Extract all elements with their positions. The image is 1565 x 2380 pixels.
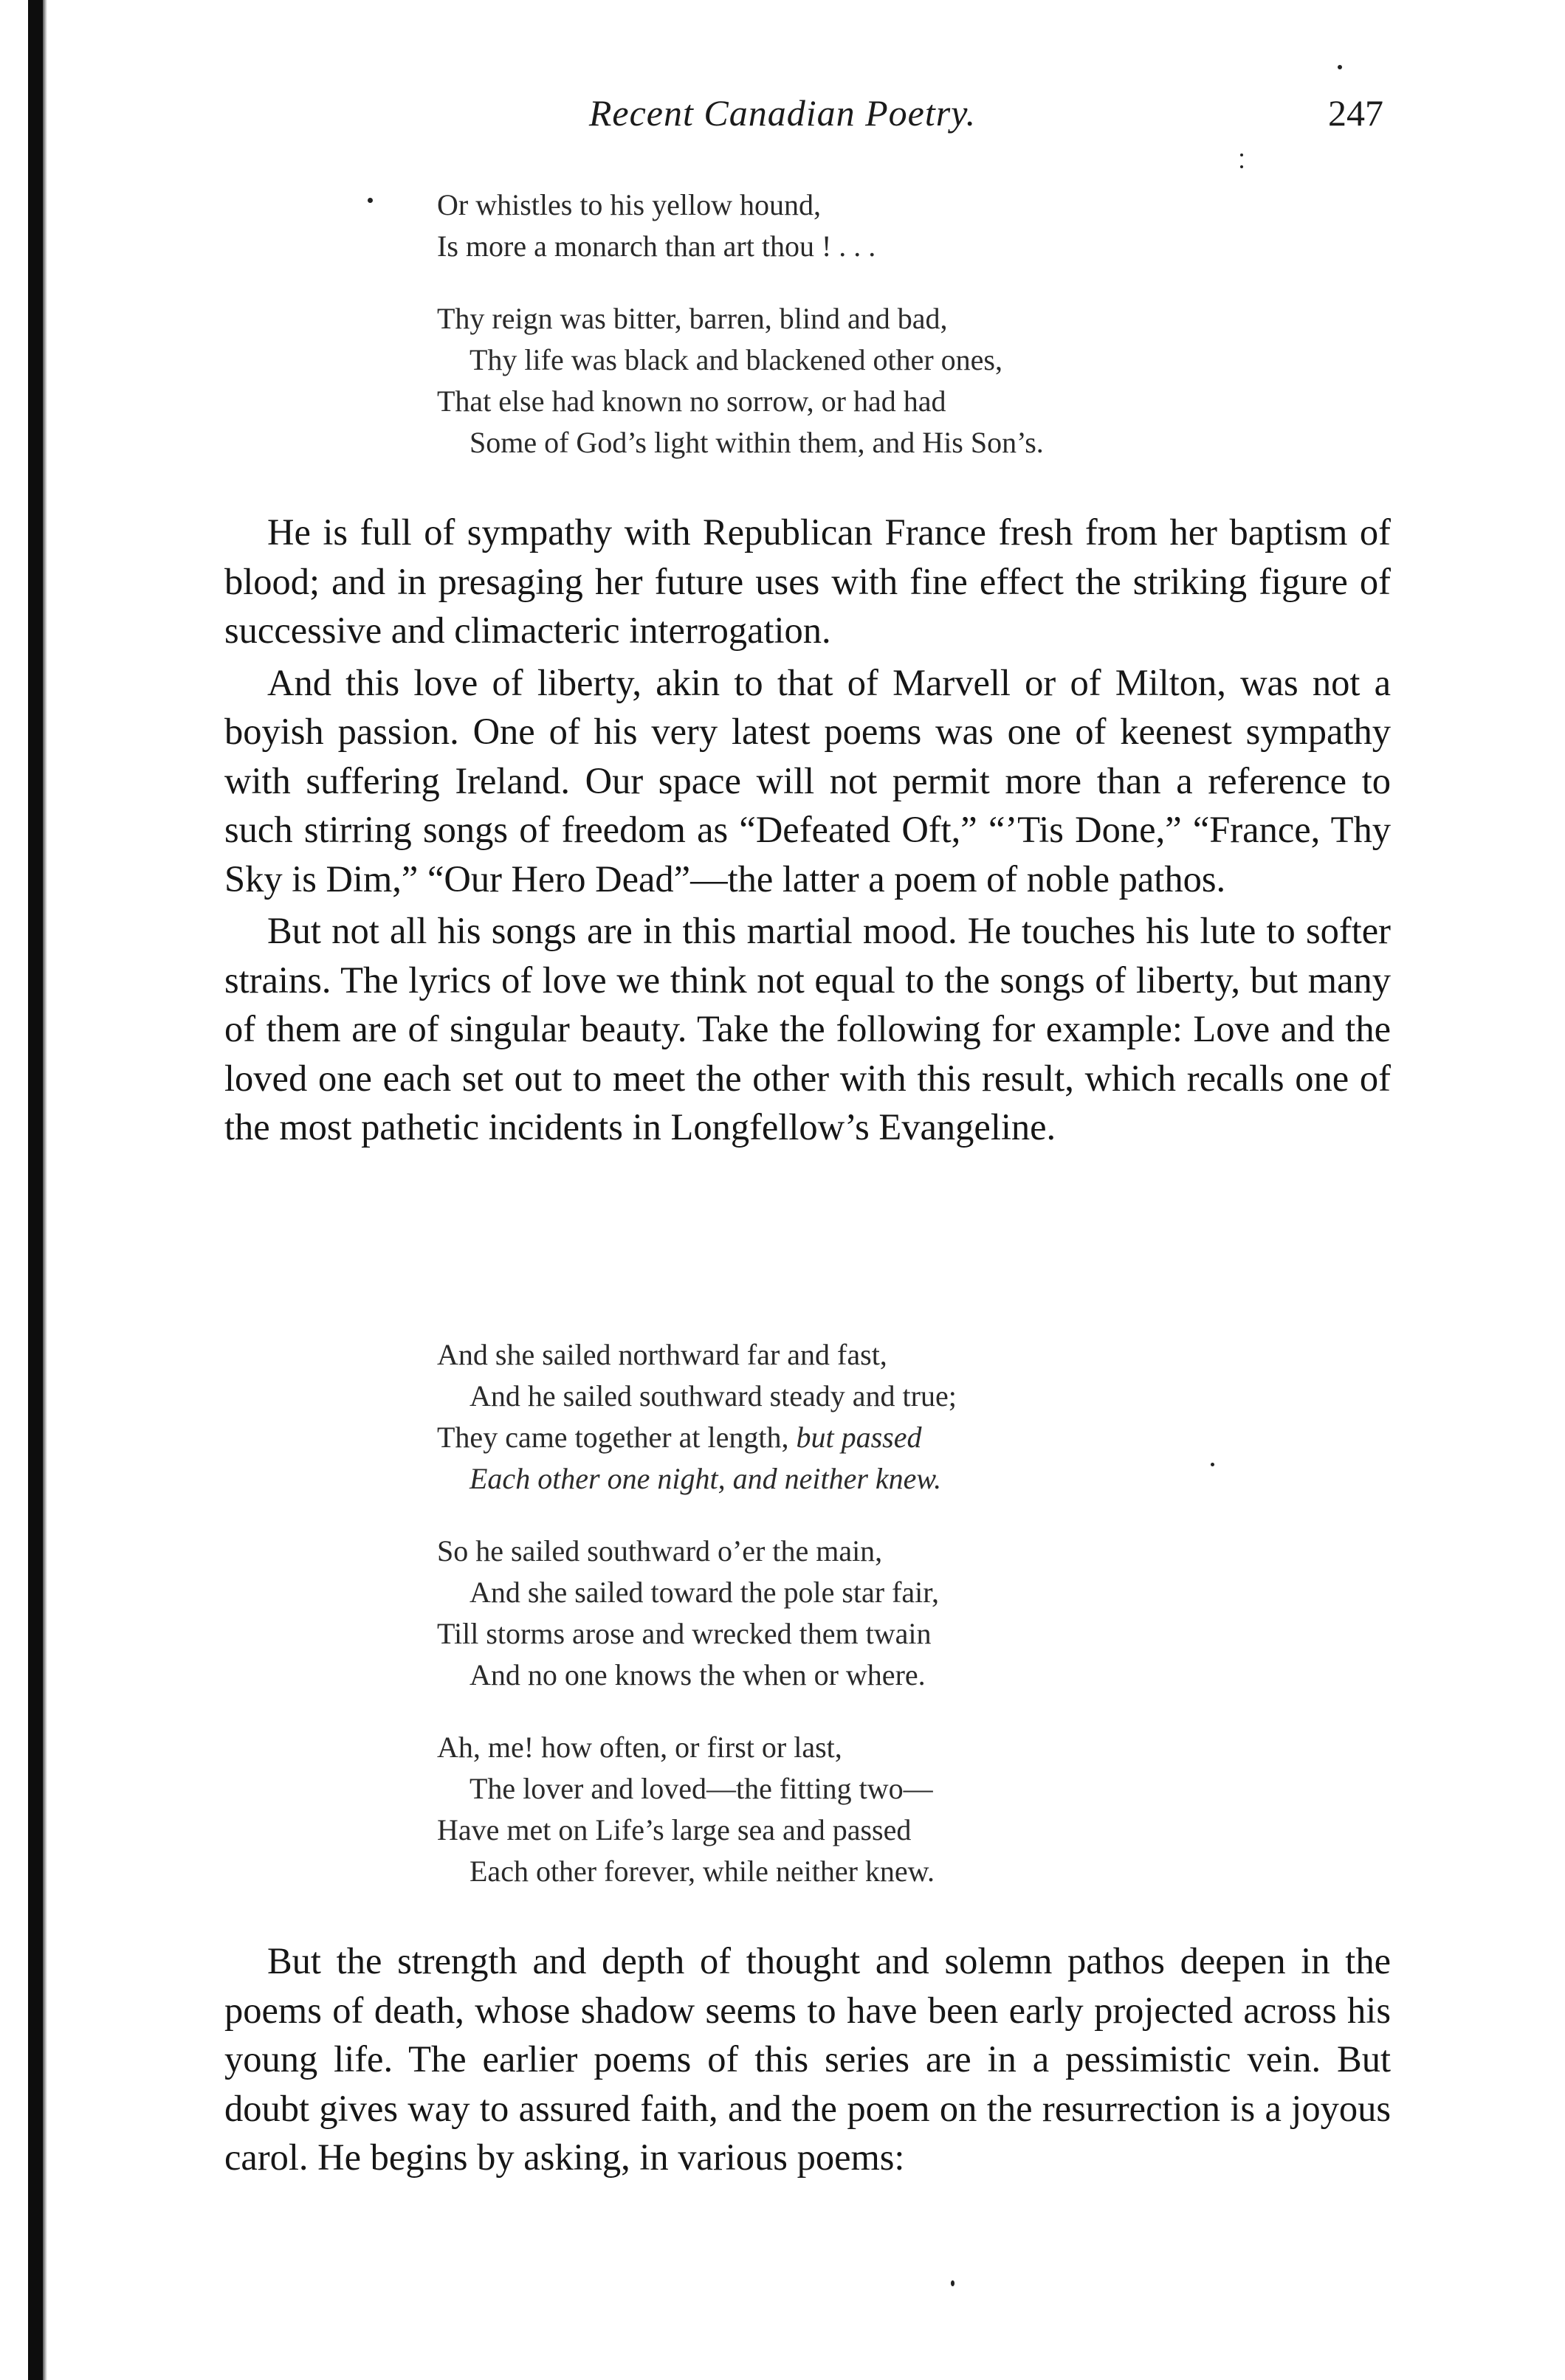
verse-text-italic: but passed xyxy=(796,1421,922,1454)
ink-speck xyxy=(1240,154,1243,156)
verse-line: So he sailed southward o’er the main, xyxy=(437,1534,883,1567)
ink-speck xyxy=(951,2280,955,2286)
verse-line xyxy=(437,1417,957,1458)
verse-line: Have met on Life’s large sea and passed xyxy=(437,1813,912,1846)
paragraph: But not all his songs are in this martial mood. He touches his lute to softer strains. The lyrics of love we think not equal to the songs of liberty, but many of them are of singular beauty. Take the following for example: Love and the loved one each set out to meet the other with this result, which recalls one of the most pathetic incidents in Longfellow’s Evangeline. xyxy=(224,910,1391,1148)
prose-block xyxy=(224,1936,1391,2182)
verse-line: Some of God’s light within them, and His Son’s. xyxy=(470,426,1044,459)
verse-line: The lover and loved—the fitting two— xyxy=(470,1772,933,1805)
verse-line: Ah, me! how often, or first or last, xyxy=(437,1731,842,1764)
ink-speck xyxy=(368,198,373,203)
paragraph: And this love of liberty, akin to that of Marvell or of Milton, was not a boyish passion. One of his very latest poems was one of keenest sympathy with suffering Ireland. Our space will not permit more than a reference to such stirring songs of freedom as “Defeated Oft,” “’Tis Done,” “France, Thy Sky is Dim,” “Our Hero Dead”—the latter a poem of noble pathos. xyxy=(224,661,1391,900)
verse-line: And she sailed toward the pole star fair, xyxy=(470,1576,939,1609)
verse-line: That else had known no sorrow, or had had xyxy=(437,384,946,418)
ink-speck xyxy=(1211,1463,1214,1466)
page-number: 247 xyxy=(1328,92,1383,134)
verse-mid xyxy=(437,1334,957,1892)
verse-line: And no one knows the when or where. xyxy=(470,1658,926,1691)
book-spine-shadow xyxy=(28,0,43,2380)
verse-line: Till storms arose and wrecked them twain xyxy=(437,1617,932,1650)
verse-line: And she sailed northward far and fast, xyxy=(437,1338,887,1371)
verse-line: Each other forever, while neither knew. xyxy=(470,1855,935,1888)
verse-line: And he sailed southward steady and true; xyxy=(470,1379,957,1413)
verse-line: Or whistles to his yellow hound, xyxy=(437,188,821,221)
ink-speck xyxy=(1338,65,1342,69)
verse-line: Is more a monarch than art thou ! . . . xyxy=(437,230,876,263)
paragraph: He is full of sympathy with Republican France fresh from her baptism of blood; and in presaging her future uses with fine effect the striking figure of successive and climacteric interrogation. xyxy=(224,511,1391,651)
running-title: Recent Canadian Poetry. xyxy=(588,92,977,134)
verse-line: Thy reign was bitter, barren, blind and bad, xyxy=(437,302,948,335)
ink-speck xyxy=(1240,165,1243,168)
verse-text: They came together at length, xyxy=(437,1421,789,1454)
verse-line: Thy life was black and blackened other ones, xyxy=(470,343,1002,376)
verse-line: Each other one night, and neither knew. xyxy=(470,1462,942,1495)
book-spine-edge xyxy=(43,0,47,2380)
prose-block xyxy=(224,508,1391,1152)
paragraph: But the strength and depth of thought and solemn pathos deepen in the poems of death, whose shadow seems to have been early projected across his young life. The earlier poems of this series are in a pessimistic vein. But doubt gives way to assured faith, and the poem on the resurrection is a joyous carol. He begins by asking, in various poems: xyxy=(224,1940,1391,2178)
verse-top xyxy=(437,184,1044,463)
